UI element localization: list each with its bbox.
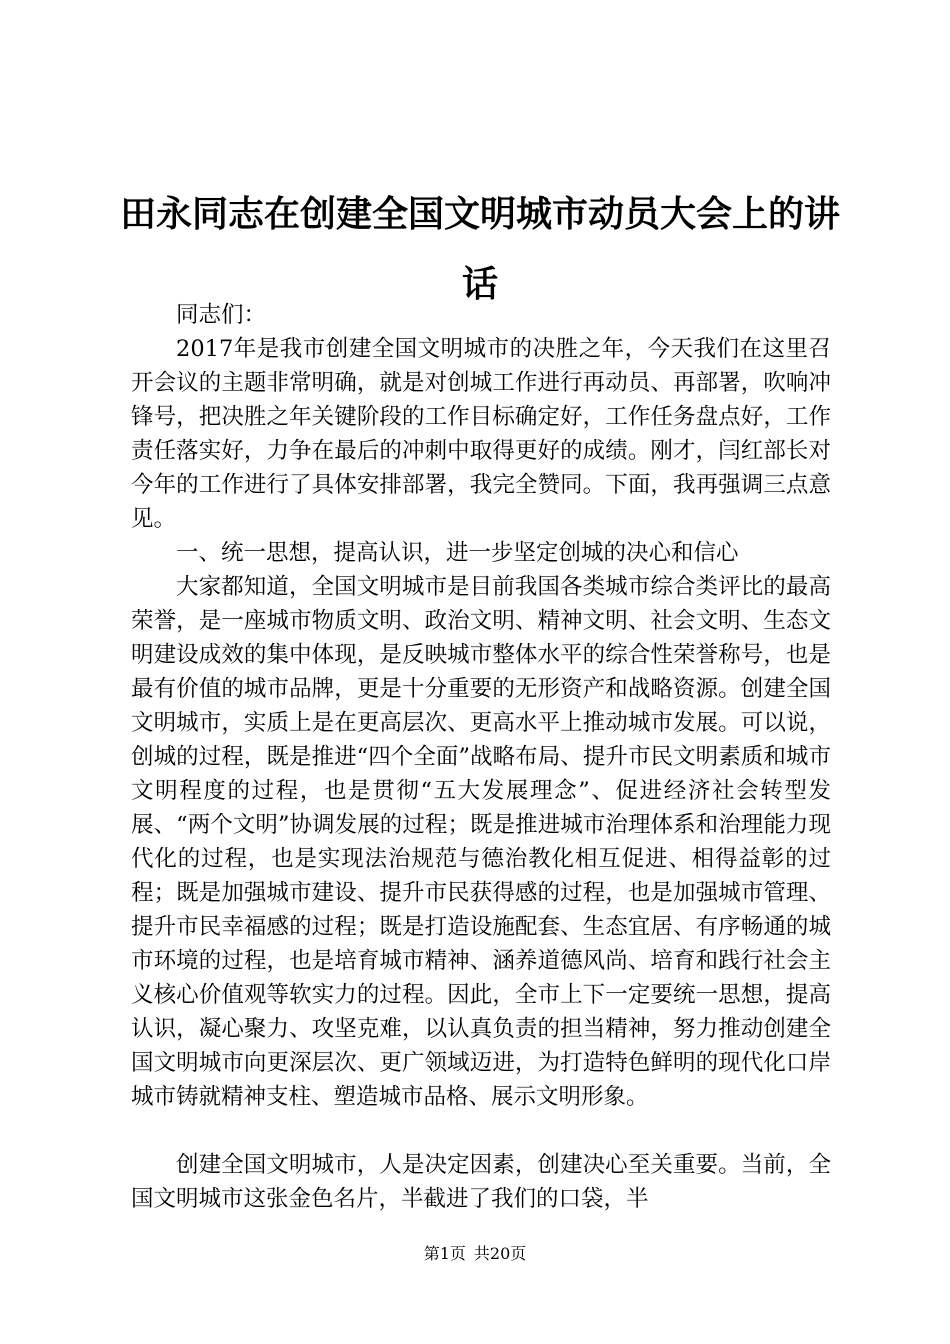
salutation: 同志们： [176,302,267,328]
document-body [131,298,831,1216]
document-title: 田永同志在创建全国文明城市动员大会上的讲话 [120,194,841,305]
paragraph-section-1: 大家都知道，全国文明城市是目前我国各类城市综合类评比的最高荣誉，是一座城市物质文明、政治文明、精神文明、社会文明、生态文明建设成效的集中体现，是反映城市整体水平的综合性荣誉称号，也是最有价值的城市品牌，更是十分重要的无形资产和战略资源。创建全国文明城市，实质上是在更高层次、更高水平上推动城市发展。可以说，创城的过程，既是推进“四个全面”战略布局、提升市民文明素质和城市文明程度的过程，也是贯彻“五大发展理念”、促进经济社会转型发展、“两个文明”协调发展的过程；既是推进城市治理体系和治理能力现代化的过程，也是实现法治规范与德治教化相互促进、相得益彰的过程；既是加强城市建设、提升市民获得感的过程，也是加强城市管理、提升市民幸福感的过程；既是打造设施配套、生态宜居、有序畅通的城市环境的过程，也是培育城市精神、涵养道德风尚、培育和践行社会主义核心价值观等软实力的过程。因此，全市上下一定要统一思想，提高认识，凝心聚力、攻坚克难，以认真负责的担当精神，努力推动创建全国文明城市向更深层次、更广领域迈进，为打造特色鲜明的现代化口岸城市铸就精神支柱、塑造城市品格、展示文明形象。 [131,574,831,1110]
section-heading-1: 一、统一思想，提高认识，进一步坚定创城的决心和信心 [176,540,739,566]
paragraph-gap [131,1114,831,1148]
paragraph-intro: 2017年是我市创建全国文明城市的决胜之年，今天我们在这里召开会议的主题非常明确，就是对创城工作进行再动员、再部署，吹响冲锋号，把决胜之年关键阶段的工作目标确定好，工作任务盘点好，工作责任落实好，力争在最后的冲刺中取得更好的成绩。刚才，闫红部长对今年的工作进行了具体安排部署，我完全赞同。下面，我再强调三点意见。 [131,336,831,532]
paragraph-continued: 创建全国文明城市，人是决定因素，创建决心至关重要。当前，全国文明城市这张金色名片，半截进了我们的口袋，半 [131,1152,831,1212]
page-number: 第1页 [423,1244,466,1263]
page-footer [0,1242,950,1266]
page-total: 共20页 [473,1244,527,1263]
